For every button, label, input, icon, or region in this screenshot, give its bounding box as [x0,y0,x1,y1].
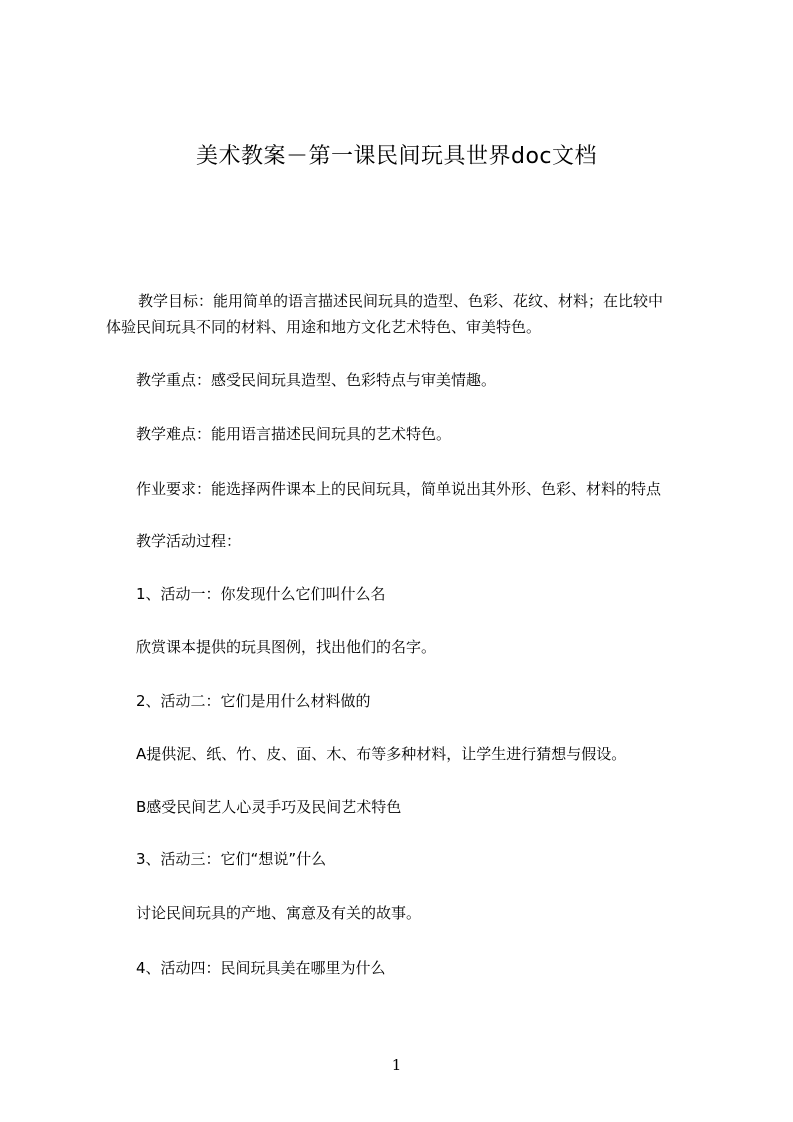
paragraph-activity-3-detail: 讨论民间玩具的产地、寓意及有关的故事。 [136,904,422,922]
paragraph-activity-1: 1、活动一：你发现什么它们叫什么名 [136,585,386,603]
paragraph-homework: 作业要求：能选择两件课本上的民间玩具，简单说出其外形、色彩、材料的特点 [136,480,662,498]
paragraph-activity-4: 4、活动四：民间玩具美在哪里为什么 [136,959,386,977]
paragraph-key-points: 教学重点：感受民间玩具造型、色彩特点与审美情趣。 [136,371,497,389]
paragraph-activity-1-detail: 欣赏课本提供的玩具图例，找出他们的名字。 [136,638,437,656]
paragraph-teaching-goals [106,288,706,340]
paragraph-line: 体验民间玩具不同的材料、用途和地方文化艺术特色、审美特色。 [106,318,542,336]
paragraph-activity-2: 2、活动二：它们是用什么材料做的 [136,692,371,710]
page-number: 1 [391,1056,402,1074]
paragraph-process-heading: 教学活动过程： [136,532,242,550]
paragraph-difficulties: 教学难点：能用语言描述民间玩具的艺术特色。 [136,425,452,443]
paragraph-activity-3: 3、活动三：它们“想说”什么 [136,850,327,868]
document-title: 美术教案－第一课民间玩具世界doc文档 [195,144,598,169]
paragraph-activity-2-b: B感受民间艺人心灵手巧及民间艺术特色 [136,798,402,816]
paragraph-line: 教学目标：能用简单的语言描述民间玩具的造型、色彩、花纹、材料；在比较中 [138,292,664,310]
paragraph-activity-2-a: A提供泥、纸、竹、皮、面、木、布等多种材料，让学生进行猜想与假设。 [136,745,627,763]
